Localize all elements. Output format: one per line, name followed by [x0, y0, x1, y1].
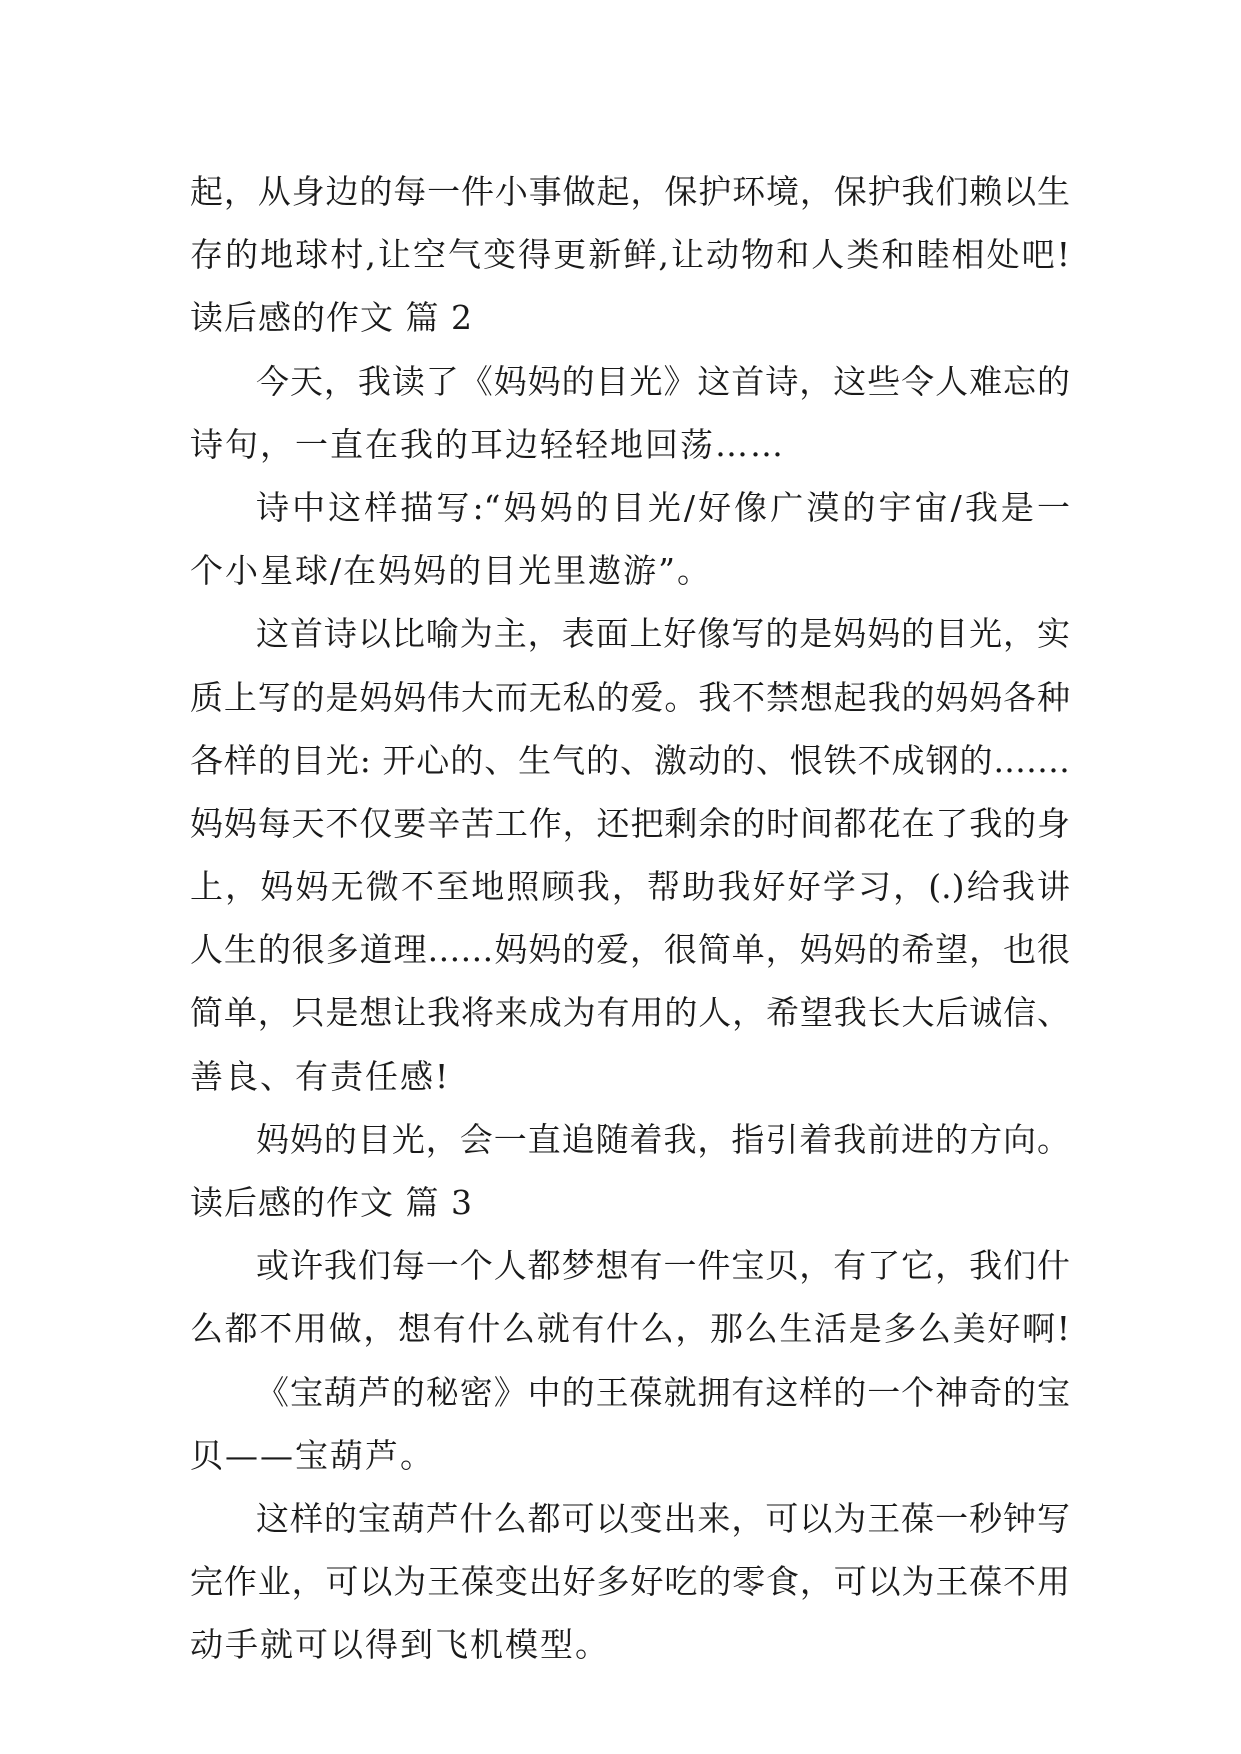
paragraph-line: 这首诗以比喻为主，表面上好像写的是妈妈的目光，实 — [256, 614, 1070, 654]
paragraph-line: 善良、有责任感! — [190, 1056, 451, 1096]
paragraph-line: 贝——宝葫芦。 — [190, 1435, 435, 1475]
paragraph-line: 《宝葫芦的秘密》中的王葆就拥有这样的一个神奇的宝 — [256, 1372, 1070, 1412]
paragraph-line: 这样的宝葫芦什么都可以变出来，可以为王葆一秒钟写 — [256, 1498, 1070, 1538]
paragraph-line: 人生的很多道理……妈妈的爱，很简单，妈妈的希望，也很 — [190, 930, 1070, 970]
paragraph-line: 完作业，可以为王葆变出好多好吃的零食，可以为王葆不用 — [190, 1562, 1070, 1602]
paragraph-line: 或许我们每一个人都梦想有一件宝贝，有了它，我们什 — [256, 1246, 1070, 1286]
paragraph-line: 质上写的是妈妈伟大而无私的爱。我不禁想起我的妈妈各种 — [190, 677, 1070, 717]
paragraph-line: 么都不用做，想有什么就有什么，那么生活是多么美好啊! — [190, 1309, 1070, 1349]
paragraph-line: 上，妈妈无微不至地照顾我，帮助我好好学习，(.)给我讲 — [190, 867, 1070, 907]
document-body — [190, 160, 1070, 1677]
paragraph-line: 诗中这样描写:“妈妈的目光/好像广漠的宇宙/我是一 — [256, 487, 1070, 527]
paragraph-line: 今天，我读了《妈妈的目光》这首诗，这些令人难忘的 — [256, 361, 1070, 401]
paragraph-line: 起，从身边的每一件小事做起，保护环境，保护我们赖以生 — [190, 172, 1070, 211]
paragraph-line: 动手就可以得到飞机模型。 — [190, 1625, 610, 1665]
section-heading: 读后感的作文 篇 2 — [190, 298, 473, 338]
paragraph-line: 诗句，一直在我的耳边轻轻地回荡…… — [190, 424, 785, 464]
paragraph-line: 妈妈的目光，会一直追随着我，指引着我前进的方向。 — [256, 1119, 1070, 1159]
paragraph-line: 简单，只是想让我将来成为有用的人，希望我长大后诚信、 — [190, 993, 1070, 1033]
paragraph-line: 存的地球村,让空气变得更新鲜,让动物和人类和睦相处吧! — [190, 235, 1070, 275]
paragraph-line: 各样的目光: 开心的、生气的、激动的、恨铁不成钢的.…… — [190, 740, 1070, 780]
paragraph-line: 妈妈每天不仅要辛苦工作，还把剩余的时间都花在了我的身 — [190, 803, 1070, 843]
section-heading: 读后感的作文 篇 3 — [190, 1183, 473, 1222]
paragraph-line: 个小星球/在妈妈的目光里遨游”。 — [190, 551, 712, 591]
